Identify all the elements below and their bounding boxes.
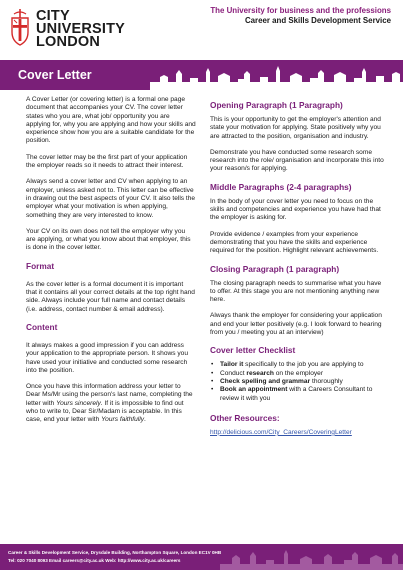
checklist-text: thoroughly: [310, 377, 343, 385]
resources-heading: Other Resources:: [210, 412, 280, 423]
university-logo[interactable]: [10, 8, 160, 50]
checklist: [210, 361, 388, 402]
list-item: [210, 370, 388, 378]
checklist-bold: Book an appointment: [220, 386, 288, 394]
checklist-bold: Tailor it: [220, 361, 244, 369]
list-item: [210, 386, 388, 403]
format-paragraph: As the cover letter is a formal document it is important that it contains all your correct details at the top right hand side. Always include your full name and contact details (i.e. address, contact number & email address).: [26, 280, 195, 313]
checklist-text: on the employer: [273, 369, 324, 377]
resources-link[interactable]: http://delicious.com/City_Careers/CoveringLetter: [210, 428, 352, 436]
page-footer: [0, 544, 403, 570]
university-crest-icon: [10, 8, 30, 46]
content-text-part: . If it is impossible to find out who to write to, Dear Sir/Madam is acceptable. In this case, end your letter with: [26, 399, 184, 424]
closing-paragraph-2: Always thank the employer for considering your application and end your letter positively (e.g. I look forward to hearing from you / meeting you at an interview): [210, 312, 382, 337]
content-paragraph-2: [26, 383, 196, 424]
university-name-line2: LONDON: [36, 34, 101, 50]
opening-heading: Opening Paragraph (1 Paragraph): [210, 100, 343, 110]
sign-off-faithfully: Yours faithfully: [101, 416, 145, 424]
footer-address: Career & Skills Development Service, Drysdale Building, Northampton Square, London EC1V 0HB: [8, 550, 222, 555]
title-banner: [0, 60, 403, 90]
content-paragraph: It always makes a good impression if you can address your application to the appropriate person. It shows you have used your initiative and conducted some research into the position.: [26, 341, 189, 374]
middle-paragraph-2: Provide evidence / examples from your experience demonstrating that you have the skills and experience required for the position. Highlight relevant achievements.: [210, 230, 379, 255]
cv-own-paragraph: Your CV on its own does not tell the employer why you are applying, or what you know about that employer, this is done in the cover letter.: [26, 227, 191, 252]
middle-paragraph: In the body of your cover letter you need to focus on the skills and competencies and experience you have had that the employer is asking for.: [210, 197, 381, 222]
format-heading: Format: [26, 260, 55, 271]
closing-paragraph: The closing paragraph needs to summarise what you have to offer. At this stage you are not mentioning anything new here.: [210, 279, 382, 304]
university-name: [36, 10, 160, 49]
tagline: [210, 6, 391, 26]
opening-paragraph: This is your opportunity to get the employer's attention and state your motivation for applying. State positively why you are attracted to the position, organisation and industry.: [210, 116, 381, 140]
tagline-sub: Career and Skills Development Service: [244, 16, 391, 25]
london-skyline-icon: [150, 60, 403, 90]
university-name-line1: CITY UNIVERSITY: [36, 8, 126, 37]
resources-paragraph: [210, 429, 388, 437]
middle-heading: Middle Paragraphs (2-4 paragraphs): [210, 181, 352, 192]
page-title: Cover Letter: [18, 68, 92, 82]
always-send-paragraph: Always send a cover letter and CV when applying to an employer, unless asked not to. This letter can be effective in drawing out the best aspects of your CV. It also tells the employer what your motivation is when applying, something they are very interested to know.: [26, 178, 196, 219]
closing-heading: Closing Paragraph (1 paragraph): [210, 263, 340, 274]
checklist-heading: Cover letter Checklist: [210, 345, 296, 356]
london-skyline-icon: [220, 544, 403, 570]
page-header: [0, 0, 403, 58]
right-column: [210, 96, 388, 445]
checklist-bold: Check spelling and grammar: [220, 377, 311, 385]
footer-contact-details: Tel: 020 7040 8093 Email careers@city.ac.uk Web: http://www.city.ac.uk/careers: [8, 557, 181, 563]
checklist-text: with a Careers Consultant to review it with you: [220, 386, 373, 402]
checklist-text: specifically to the job you are applying to: [243, 361, 364, 369]
content-heading: Content: [26, 321, 58, 332]
tagline-main: The University for business and the professions: [210, 6, 391, 15]
sign-off-sincerely: Yours sincerely: [56, 399, 101, 407]
list-item: [210, 378, 388, 386]
first-part-paragraph: The cover letter may be the first part of your application the employer reads so it needs to attract their interest.: [26, 153, 188, 170]
content-text-part: .: [144, 416, 146, 424]
checklist-bold: research: [246, 369, 274, 377]
intro-paragraph: A Cover Letter (or covering letter) is a formal one page document that accompanies your CV. The cover letter states who you are, what job/ opportunity you are applying for, why you are applying and how your skills and experience show how you are a suitable candidate for the position.: [26, 96, 196, 145]
left-column: [26, 96, 196, 433]
footer-contact: [8, 549, 221, 564]
opening-paragraph-2: Demonstrate you have conducted some research some research into the role/ organisation and incorporate this into your reason/s for applying.: [210, 148, 384, 173]
list-item: [210, 361, 388, 369]
content-text-part: Once you have this information address your letter to Dear Ms/Mr using the person's last name, completing the letter with: [26, 383, 193, 407]
checklist-text: Conduct: [220, 369, 247, 377]
